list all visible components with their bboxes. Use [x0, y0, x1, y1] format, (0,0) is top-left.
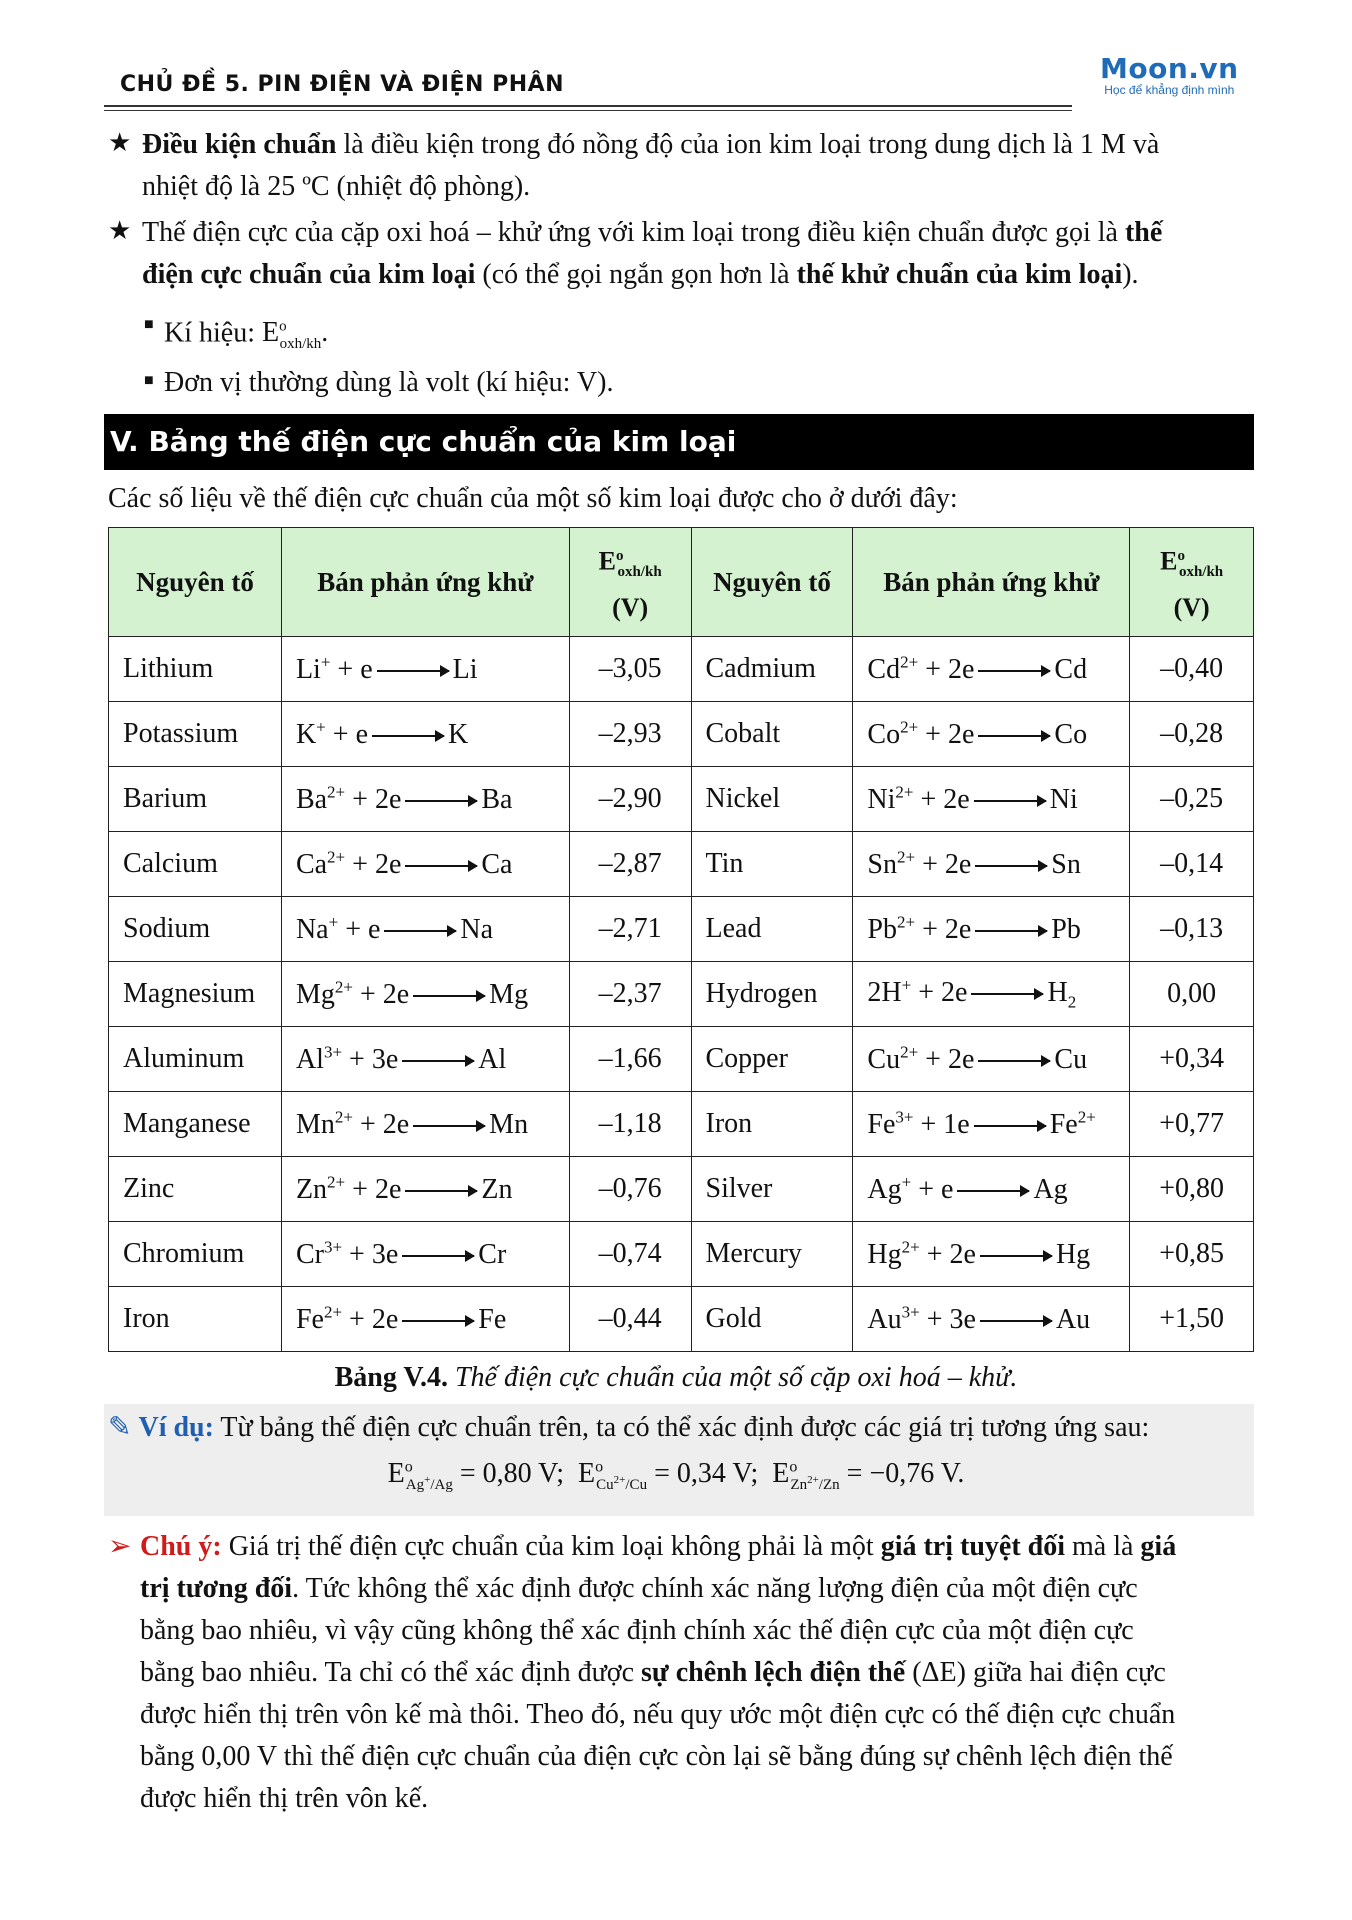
element-name: Sodium [109, 897, 282, 962]
note-line-3: bằng bao nhiêu, vì vậy cũng không thể xác định chính xác thế điện cực của một điện cực [140, 1615, 1134, 1646]
potential-value: –2,87 [569, 832, 691, 897]
ion-charge: 2+ [896, 912, 916, 932]
reaction-cell [853, 1027, 1130, 1092]
reaction-cell [281, 1287, 569, 1352]
half-reaction [296, 1044, 506, 1075]
table-caption [0, 1362, 1352, 1394]
half-reaction [296, 784, 513, 815]
electron-count: 2e [374, 783, 402, 815]
ion-symbol: Ag [867, 1173, 902, 1205]
plus-sign: + [913, 783, 944, 815]
potential-value: +0,85 [1130, 1222, 1254, 1287]
potential-value: –0,44 [569, 1287, 691, 1352]
electron-count: 2e [374, 848, 402, 880]
ion-charge: + [320, 652, 331, 672]
element-name: Lithium [109, 637, 282, 702]
reaction-arrow-icon [384, 930, 456, 932]
element-name: Iron [109, 1287, 282, 1352]
note-line-7: được hiển thị trên vôn kế. [140, 1783, 429, 1814]
half-reaction [867, 914, 1080, 945]
potential-value: 0,00 [1130, 962, 1254, 1027]
term: thế [1124, 217, 1163, 248]
plus-sign: + [918, 1043, 948, 1075]
ion-charge: 2+ [327, 782, 346, 802]
unit-label: (V) [1173, 592, 1210, 622]
ion-charge: 2+ [327, 847, 346, 867]
reaction-cell [281, 1092, 569, 1157]
logo-tagline: Học để khẳng định mình [1104, 83, 1235, 97]
reaction-arrow-icon [372, 735, 444, 737]
text: bằng bao nhiêu. Ta chỉ có thể xác định được [140, 1657, 642, 1688]
example-intro [108, 1408, 1149, 1448]
star-bullet-icon: ★ [108, 128, 132, 157]
header-divider-thin [104, 110, 1072, 111]
half-reaction [296, 979, 528, 1010]
reaction-cell [281, 832, 569, 897]
half-reaction [296, 719, 468, 750]
page-header-title: CHỦ ĐỀ 5. PIN ĐIỆN VÀ ĐIỆN PHÂN [120, 72, 565, 97]
value-cu: 0,34 V; [676, 1458, 759, 1489]
reaction-cell [281, 897, 569, 962]
ion-charge: 2+ [895, 782, 914, 802]
note-line-5: được hiển thị trên vôn kế mà thôi. Theo đó, nếu quy ước một điện cực có thế điện cực chuẩn [140, 1699, 1176, 1730]
ion-charge: 3+ [901, 1302, 920, 1322]
electron-count: 2e [944, 848, 972, 880]
note-line-4 [140, 1652, 1166, 1694]
term: thế khử chuẩn của kim loại [796, 259, 1123, 290]
plus-sign: + [342, 1238, 372, 1270]
potential-value: +0,80 [1130, 1157, 1254, 1222]
product-symbol: Cu [1054, 1043, 1088, 1075]
plus-sign: + [345, 1173, 375, 1205]
reaction-arrow-icon [974, 800, 1046, 802]
electron-count: 2e [944, 913, 972, 945]
potential-value: –0,40 [1130, 637, 1254, 702]
ion-symbol: Na [295, 913, 329, 945]
product-symbol: K [448, 718, 469, 750]
product-symbol: Co [1054, 718, 1088, 750]
ion-symbol: Sn [867, 848, 897, 880]
reaction-cell [853, 1157, 1130, 1222]
plus-sign: + [342, 1043, 372, 1075]
square-bullet-icon: ■ [144, 372, 154, 389]
product-symbol: Au [1055, 1303, 1091, 1335]
header-element: Nguyên tố [691, 528, 853, 637]
standard-potential-table [108, 527, 1254, 1352]
half-reaction [867, 719, 1087, 750]
half-reaction [867, 1044, 1087, 1075]
reaction-cell [281, 702, 569, 767]
table-row [109, 767, 1254, 832]
half-reaction [867, 784, 1077, 815]
electron-count: e [360, 653, 373, 685]
square-bullet-icon: ■ [144, 316, 154, 333]
plus-sign: + [911, 976, 942, 1008]
potential-value: +0,34 [1130, 1027, 1254, 1092]
electron-count: e [367, 913, 381, 945]
ion-charge: 2+ [901, 1237, 920, 1257]
ion-charge: 3+ [323, 1042, 343, 1062]
element-name: Mercury [691, 1222, 853, 1287]
text: Giá trị thế điện cực chuẩn của kim loại không phải là một [221, 1531, 881, 1562]
element-name: Potassium [109, 702, 282, 767]
reaction-cell [853, 767, 1130, 832]
moon-logo[interactable] [1100, 52, 1239, 97]
reaction-arrow-icon [405, 800, 477, 802]
product-subscript: 2 [1067, 992, 1077, 1012]
product-symbol: Li [452, 653, 478, 685]
text: Kí hiệu: [164, 317, 262, 349]
product-symbol: Mn [489, 1108, 529, 1140]
ion-charge: 2+ [900, 652, 919, 672]
table-row [109, 1027, 1254, 1092]
term: sự chênh lệch điện thế [641, 1657, 906, 1688]
half-reaction [867, 849, 1080, 880]
electron-count: 2e [943, 783, 970, 815]
ion-symbol: Cr [295, 1238, 324, 1270]
plus-sign: + [345, 783, 375, 815]
element-name: Cobalt [691, 702, 853, 767]
plus-sign: + [918, 718, 948, 750]
element-name: Aluminum [109, 1027, 282, 1092]
pencil-icon: ✎ [108, 1412, 132, 1443]
plus-sign: + [338, 913, 368, 945]
reaction-arrow-icon [980, 1320, 1052, 1322]
ion-symbol: Ca [295, 848, 328, 880]
reaction-cell [281, 1027, 569, 1092]
ion-charge: + [328, 912, 339, 932]
reaction-arrow-icon [413, 1125, 485, 1127]
ion-charge: 2+ [900, 1042, 919, 1062]
plus-sign: + [919, 1303, 950, 1335]
electron-count: 2e [947, 718, 975, 750]
unit-label: (V) [612, 592, 649, 622]
element-name: Copper [691, 1027, 853, 1092]
electron-count: 2e [947, 653, 975, 685]
note-line-6: bằng 0,00 V thì thế điện cực chuẩn của điện cực còn lại sẽ bằng đúng sự chênh lệch điện thế [140, 1741, 1173, 1772]
ion-symbol: 2H [867, 976, 902, 1008]
plus-sign: + [352, 978, 383, 1010]
half-reaction [867, 654, 1087, 685]
product-symbol: Cd [1054, 653, 1088, 685]
potential-value: –1,18 [569, 1092, 691, 1157]
half-reaction [867, 1304, 1090, 1335]
text: Thế điện cực của cặp oxi hoá – khử ứng với kim loại trong điều kiện chuẩn được gọi là [142, 217, 1125, 248]
half-reaction [296, 1304, 506, 1335]
table-row [109, 897, 1254, 962]
potential-value: –0,74 [569, 1222, 691, 1287]
text: Từ bảng thế điện cực chuẩn trên, ta có thể xác định được các giá trị tương ứng sau: [213, 1412, 1150, 1443]
potential-value: –0,28 [1130, 702, 1254, 767]
reaction-cell [281, 637, 569, 702]
intro-paragraph-2 [142, 212, 1262, 254]
potential-value: –1,66 [569, 1027, 691, 1092]
reaction-arrow-icon [971, 993, 1043, 995]
reaction-cell [853, 637, 1130, 702]
potential-value: –0,14 [1130, 832, 1254, 897]
ion-charge: 2+ [323, 1302, 343, 1322]
header-reaction: Bán phản ứng khử [853, 528, 1130, 637]
note-arrow-icon: ➢ [108, 1531, 132, 1562]
electron-count: 2e [382, 1108, 410, 1140]
plus-sign: + [913, 1108, 944, 1140]
potential-value: –0,13 [1130, 897, 1254, 962]
ion-charge: 2+ [327, 1172, 346, 1192]
table-row [109, 637, 1254, 702]
table-row [109, 1222, 1254, 1287]
product-symbol: Ni [1049, 783, 1078, 815]
plus-sign: + [352, 1108, 383, 1140]
ion-charge: 2+ [900, 717, 919, 737]
electron-count: 1e [943, 1108, 970, 1140]
reaction-cell [853, 1222, 1130, 1287]
element-name: Cadmium [691, 637, 853, 702]
plus-sign: + [325, 718, 356, 750]
term: giá [1140, 1531, 1177, 1562]
plus-sign: + [342, 1303, 372, 1335]
product-charge: 2+ [1077, 1107, 1096, 1127]
element-name: Manganese [109, 1092, 282, 1157]
term: giá trị tuyệt đối [880, 1531, 1065, 1562]
electron-count: 3e [371, 1238, 399, 1270]
ion-symbol: Fe [867, 1108, 896, 1140]
table-row [109, 832, 1254, 897]
caption-label: Bảng V.4. [334, 1362, 448, 1393]
reaction-cell [281, 1222, 569, 1287]
half-reaction [296, 1174, 513, 1205]
reaction-arrow-icon [980, 1255, 1052, 1257]
electron-count: e [941, 1173, 954, 1205]
half-reaction [296, 849, 513, 880]
reaction-arrow-icon [978, 670, 1050, 672]
reaction-cell [853, 897, 1130, 962]
value-zn: −0,76 V. [869, 1458, 965, 1489]
ion-symbol: Ni [867, 783, 896, 815]
element-name: Magnesium [109, 962, 282, 1027]
half-reaction [296, 1239, 506, 1270]
product-symbol: Pb [1051, 913, 1081, 945]
reaction-cell [853, 1287, 1130, 1352]
ion-symbol: K [295, 718, 317, 750]
element-name: Silver [691, 1157, 853, 1222]
reaction-arrow-icon [975, 865, 1047, 867]
half-reaction [867, 1174, 1067, 1205]
section-lead: Các số liệu về thế điện cực chuẩn của một số kim loại được cho ở dưới đây: [108, 483, 958, 514]
plus-sign: + [915, 848, 945, 880]
table-row [109, 702, 1254, 767]
table-row [109, 962, 1254, 1027]
product-symbol: Al [478, 1043, 507, 1075]
intro-paragraph-1 [142, 124, 1262, 166]
product-symbol: Ca [481, 848, 513, 880]
term-standard-condition: Điều kiện chuẩn [142, 129, 337, 160]
electron-count: 2e [941, 976, 968, 1008]
text: mà là [1065, 1531, 1141, 1562]
ion-symbol: Co [867, 718, 901, 750]
unit-bullet: Đơn vị thường dùng là volt (kí hiệu: V). [164, 367, 614, 398]
plus-sign: + [919, 1238, 950, 1270]
element-name: Barium [109, 767, 282, 832]
electron-count: 2e [947, 1043, 975, 1075]
potential-value: –2,90 [569, 767, 691, 832]
ion-symbol: Mn [295, 1108, 335, 1140]
product-symbol: Ag [1033, 1173, 1068, 1205]
reaction-arrow-icon [978, 1060, 1050, 1062]
ion-symbol: Cu [867, 1043, 901, 1075]
reaction-arrow-icon [402, 1320, 474, 1322]
text: . Tức không thể xác định được chính xác năng lượng điện của một điện cực [292, 1573, 1138, 1604]
text: (ΔE) giữa hai điện cực [905, 1657, 1166, 1688]
table-row [109, 1092, 1254, 1157]
ion-symbol: Al [295, 1043, 324, 1075]
product-symbol: Na [460, 913, 494, 945]
ion-symbol: Li [295, 653, 321, 685]
note-label: Chú ý: [140, 1531, 222, 1562]
electron-count: e [355, 718, 368, 750]
product-symbol: Ba [481, 783, 513, 815]
plus-sign: + [918, 653, 948, 685]
potential-value: –2,93 [569, 702, 691, 767]
header-potential: $E^o_{oxh/kh}$ (V) [569, 528, 691, 637]
star-bullet-icon: ★ [108, 216, 132, 245]
table-row [109, 1157, 1254, 1222]
product-symbol: H [1047, 976, 1068, 1008]
plus-sign: + [345, 848, 375, 880]
element-name: Nickel [691, 767, 853, 832]
element-name: Zinc [109, 1157, 282, 1222]
element-name: Hydrogen [691, 962, 853, 1027]
reaction-cell [281, 767, 569, 832]
half-reaction [296, 1109, 528, 1140]
ion-charge: 2+ [334, 977, 353, 997]
ion-charge: 2+ [334, 1107, 353, 1127]
product-symbol: Hg [1055, 1238, 1091, 1270]
electron-count: 3e [371, 1043, 399, 1075]
header-divider [104, 105, 1072, 107]
plus-sign: + [330, 653, 361, 685]
note-line-2 [140, 1568, 1138, 1610]
symbol-bullet: Kí hiệu: $E^o_{oxh/kh}$. [164, 317, 329, 352]
potential-value: –0,76 [569, 1157, 691, 1222]
header-reaction: Bán phản ứng khử [281, 528, 569, 637]
ion-charge: 2+ [896, 847, 916, 867]
element-name: Calcium [109, 832, 282, 897]
reaction-cell [853, 702, 1130, 767]
half-reaction [867, 1239, 1090, 1270]
ion-charge: 3+ [895, 1107, 914, 1127]
reaction-arrow-icon [402, 1255, 474, 1257]
example-label: Ví dụ: [138, 1412, 214, 1443]
reaction-arrow-icon [975, 930, 1047, 932]
element-name: Tin [691, 832, 853, 897]
electron-count: 3e [949, 1303, 976, 1335]
half-reaction [867, 1109, 1095, 1140]
section-heading: V. Bảng thế điện cực chuẩn của kim loại [104, 414, 1254, 470]
plus-sign: + [911, 1173, 942, 1205]
ion-charge: + [316, 717, 326, 737]
intro-paragraph-1-line2: nhiệt độ là 25 ºC (nhiệt độ phòng). [142, 171, 531, 202]
term: điện cực chuẩn của kim loại [142, 259, 476, 290]
potential-value: –2,37 [569, 962, 691, 1027]
potential-value: –2,71 [569, 897, 691, 962]
table-header-row [109, 528, 1254, 637]
reaction-arrow-icon [405, 865, 477, 867]
ion-charge: 3+ [323, 1237, 343, 1257]
ion-symbol: Au [867, 1303, 902, 1335]
ion-charge: + [901, 975, 912, 995]
electron-count: 2e [949, 1238, 976, 1270]
half-reaction [296, 654, 478, 685]
reaction-arrow-icon [405, 1190, 477, 1192]
text: (có thể gọi ngắn gọn hơn là [475, 259, 797, 290]
product-symbol: Mg [489, 978, 529, 1010]
electron-count: 2e [382, 978, 410, 1010]
product-symbol: Fe [478, 1303, 507, 1335]
product-symbol: Cr [478, 1238, 507, 1270]
ion-symbol: Hg [867, 1238, 902, 1270]
ion-charge: + [901, 1172, 912, 1192]
element-name: Gold [691, 1287, 853, 1352]
half-reaction [296, 914, 493, 945]
element-name: Iron [691, 1092, 853, 1157]
intro-paragraph-2-line2 [142, 254, 1139, 296]
text: là điều kiện trong đó nồng độ của ion kim loại trong dung dịch là 1 M và [336, 129, 1160, 160]
electron-count: 2e [371, 1303, 399, 1335]
potential-value: +1,50 [1130, 1287, 1254, 1352]
note-line-1 [140, 1526, 1260, 1568]
product-symbol: Fe [1049, 1108, 1078, 1140]
reaction-cell [853, 962, 1130, 1027]
reaction-arrow-icon [974, 1125, 1046, 1127]
reaction-arrow-icon [402, 1060, 474, 1062]
electron-count: 2e [374, 1173, 402, 1205]
element-name: Chromium [109, 1222, 282, 1287]
reaction-arrow-icon [377, 670, 449, 672]
ion-symbol: Ba [295, 783, 328, 815]
potential-value: +0,77 [1130, 1092, 1254, 1157]
text: ). [1122, 259, 1139, 290]
potential-value: –3,05 [569, 637, 691, 702]
ion-symbol: Zn [295, 1173, 328, 1205]
reaction-arrow-icon [413, 995, 485, 997]
reaction-cell [853, 1092, 1130, 1157]
caption-text: Thế điện cực chuẩn của một số cặp oxi hoá – khử. [447, 1362, 1018, 1393]
reaction-cell [281, 962, 569, 1027]
ion-symbol: Cd [867, 653, 901, 685]
half-reaction [867, 975, 1077, 1012]
table-row [109, 1287, 1254, 1352]
reaction-cell [853, 832, 1130, 897]
plus-sign: + [915, 913, 945, 945]
product-symbol: Zn [481, 1173, 513, 1205]
ion-symbol: Pb [867, 913, 897, 945]
ion-symbol: Mg [295, 978, 335, 1010]
product-symbol: Sn [1051, 848, 1081, 880]
value-ag: 0,80 V; [482, 1458, 565, 1489]
logo-wordmark: Moon.vn [1100, 52, 1239, 85]
ion-symbol: Fe [295, 1303, 324, 1335]
header-element: Nguyên tố [109, 528, 282, 637]
term: trị tương đối [140, 1573, 293, 1604]
reaction-arrow-icon [978, 735, 1050, 737]
reaction-cell [281, 1157, 569, 1222]
element-name: Lead [691, 897, 853, 962]
reaction-arrow-icon [957, 1190, 1029, 1192]
potential-value: –0,25 [1130, 767, 1254, 832]
example-formula: $E^o_{Ag^+/Ag} = 0,80$ V; $E^o_{Cu^{2+}/Cu} = 0,34$ V; $E^o_{Zn^{2+}/Zn} = -0,76$ V. [387, 1458, 965, 1493]
header-potential: $E^o_{oxh/kh}$ (V) [1130, 528, 1254, 637]
